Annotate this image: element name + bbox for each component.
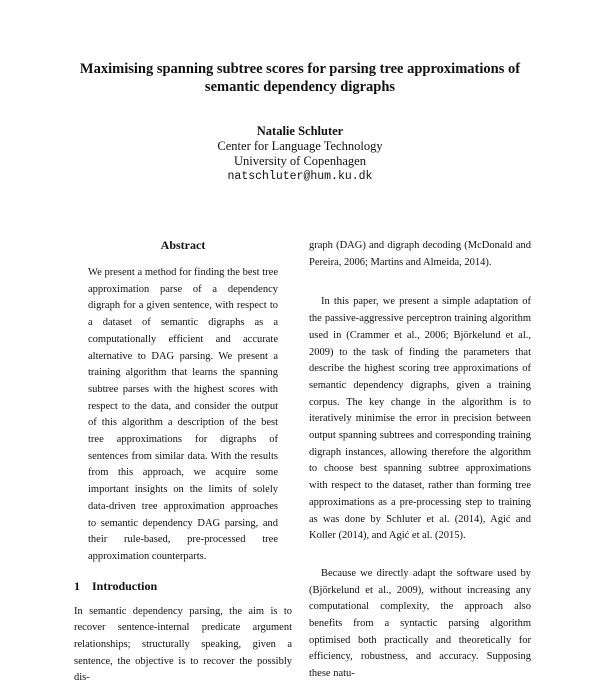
right-paragraph-2: In this paper, we present a simple adaptation of the passive-aggressive perceptron training algorithm used in (Crammer et al., 2006; Björkelund et al., 2009) to the task of finding the parameters that describe the highest scoring tree approximations of semantic dependency digraphs, given a training corpus. The key change in the algorithm is to iteratively minimise the error in precision between output spanning subtrees and corresponding training digraph instances, allowing therefore the algorithm to choose best spanning subtree approximations with respect to the dataset, rather than forming tree approximations as a pre-processing step to training as was done by Schluter et al. (2014), Agić and Koller (2014), and Agić et al. (2015). bbox=[309, 296, 531, 542]
right-paragraph-3: Because we directly adapt the software used by (Björkelund et al., 2009), without increasing any computational complexity, the approach also benefits from a syntactic parsing algorithm optimised both practically and theoretically for efficiency, robustness, and accuracy. Supposing these natu- bbox=[309, 567, 531, 680]
right-paragraph-1: graph (DAG) and digraph decoding (McDonald and Pereira, 2006; Martins and Almeida, 2014). bbox=[309, 240, 531, 268]
left-column bbox=[74, 238, 292, 687]
introduction-text: In semantic dependency parsing, the aim is to recover sentence-internal predicate argument relationships; structurally speaking, given a sentence, the objective is to recover the possibly dis- bbox=[74, 605, 292, 684]
abstract-text: We present a method for finding the best tree approximation parse of a dependency digraph for a given sentence, with respect to a dataset of semantic digraphs as a computationally efficient and accurate alternative to DAG parsing. We present a training algorithm that learns the spanning subtree parses with the highest scores with respect to the data, and consider the output of this algorithm a description of the best tree approximations for digraphs of sentences from similar data. With the results from this approach, we acquire some important insights on the limits of solely data-driven tree approximation approaches to semantic dependency DAG parsing, and their rule-based, pre-processed tree approximation counterparts. bbox=[88, 267, 278, 562]
author-block bbox=[150, 124, 450, 184]
author-name: Natalie Schluter bbox=[256, 124, 344, 138]
author-affiliation-center: Center for Language Technology bbox=[217, 139, 383, 153]
section-heading-introduction bbox=[74, 579, 292, 593]
abstract-heading: Abstract bbox=[160, 238, 206, 252]
paper-title: Maximising spanning subtree scores for parsing tree approximations of semantic dependency digraphs bbox=[79, 61, 521, 95]
author-email[interactable]: natschluter@hum.ku.dk bbox=[227, 170, 373, 183]
section-number: 1 bbox=[74, 578, 80, 593]
author-affiliation-university: University of Copenhagen bbox=[234, 154, 366, 168]
right-column bbox=[309, 238, 531, 683]
section-title: Introduction bbox=[92, 578, 158, 593]
